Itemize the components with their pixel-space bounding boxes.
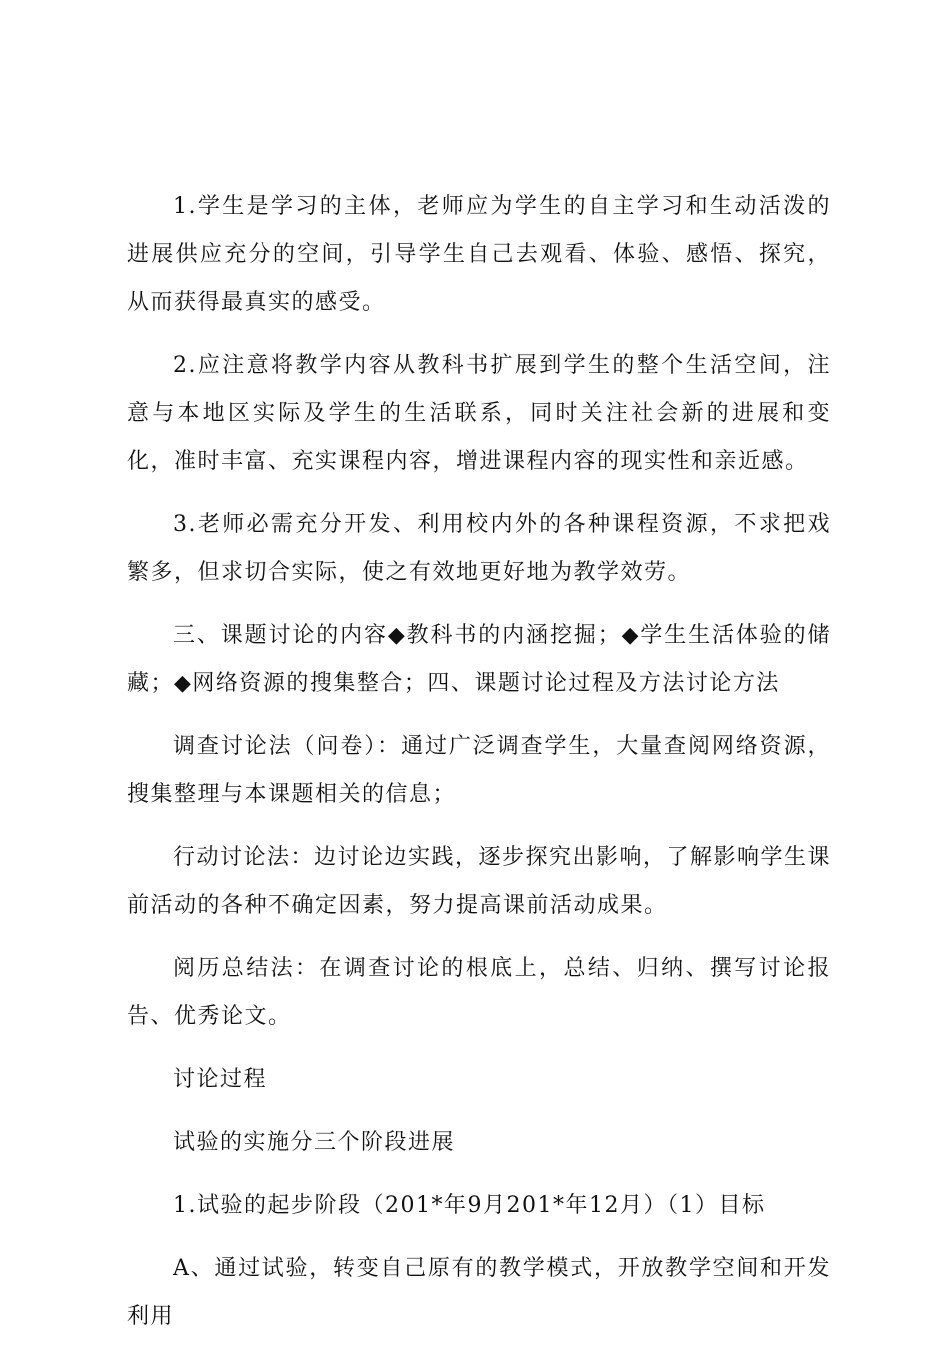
paragraph-1: 1.学生是学习的主体，老师应为学生的自主学习和生动活泼的进展供应充分的空间，引导学生自己去观看、体验、感悟、探究，从而获得最真实的感受。 [127, 194, 831, 315]
paragraph-survey-method: 调查讨论法（问卷）：通过广泛调查学生，大量查阅网络资源，搜集整理与本课题相关的信息； [127, 734, 831, 807]
paragraph-stage-1: 1.试验的起步阶段（201*年9月201*年12月）（1）目标 [173, 1193, 766, 1218]
paragraph-3: 3.老师必需充分开发、利用校内外的各种课程资源，不求把戏繁多，但求切合实际，使之有效地更好地为教学效劳。 [127, 512, 831, 585]
paragraph-2: 2.应注意将教学内容从教科书扩展到学生的整个生活空间，注意与本地区实际及学生的生活联系，同时关注社会新的进展和变化，准时丰富、充实课程内容，增进课程内容的现实性和亲近感。 [127, 353, 831, 474]
paragraph-summary-method: 阅历总结法：在调查讨论的根底上，总结、归纳、撰写讨论报告、优秀论文。 [127, 956, 831, 1029]
paragraph-goal-a: A、通过试验，转变自己原有的教学模式，开放教学空间和开发利用 [127, 1256, 831, 1329]
paragraph-stages-intro: 试验的实施分三个阶段进展 [173, 1130, 456, 1155]
paragraph-process-heading: 讨论过程 [173, 1067, 268, 1092]
paragraph-section-3-heading: 三、课题讨论的内容◆教科书的内涵挖掘；◆学生生活体验的储藏；◆网络资源的搜集整合；四、课题讨论过程及方法讨论方法 [127, 623, 831, 696]
paragraph-action-method: 行动讨论法：边讨论边实践，逐步探究出影响，了解影响学生课前活动的各种不确定因素，努力提高课前活动成果。 [127, 845, 832, 918]
document-body [127, 183, 831, 1356]
